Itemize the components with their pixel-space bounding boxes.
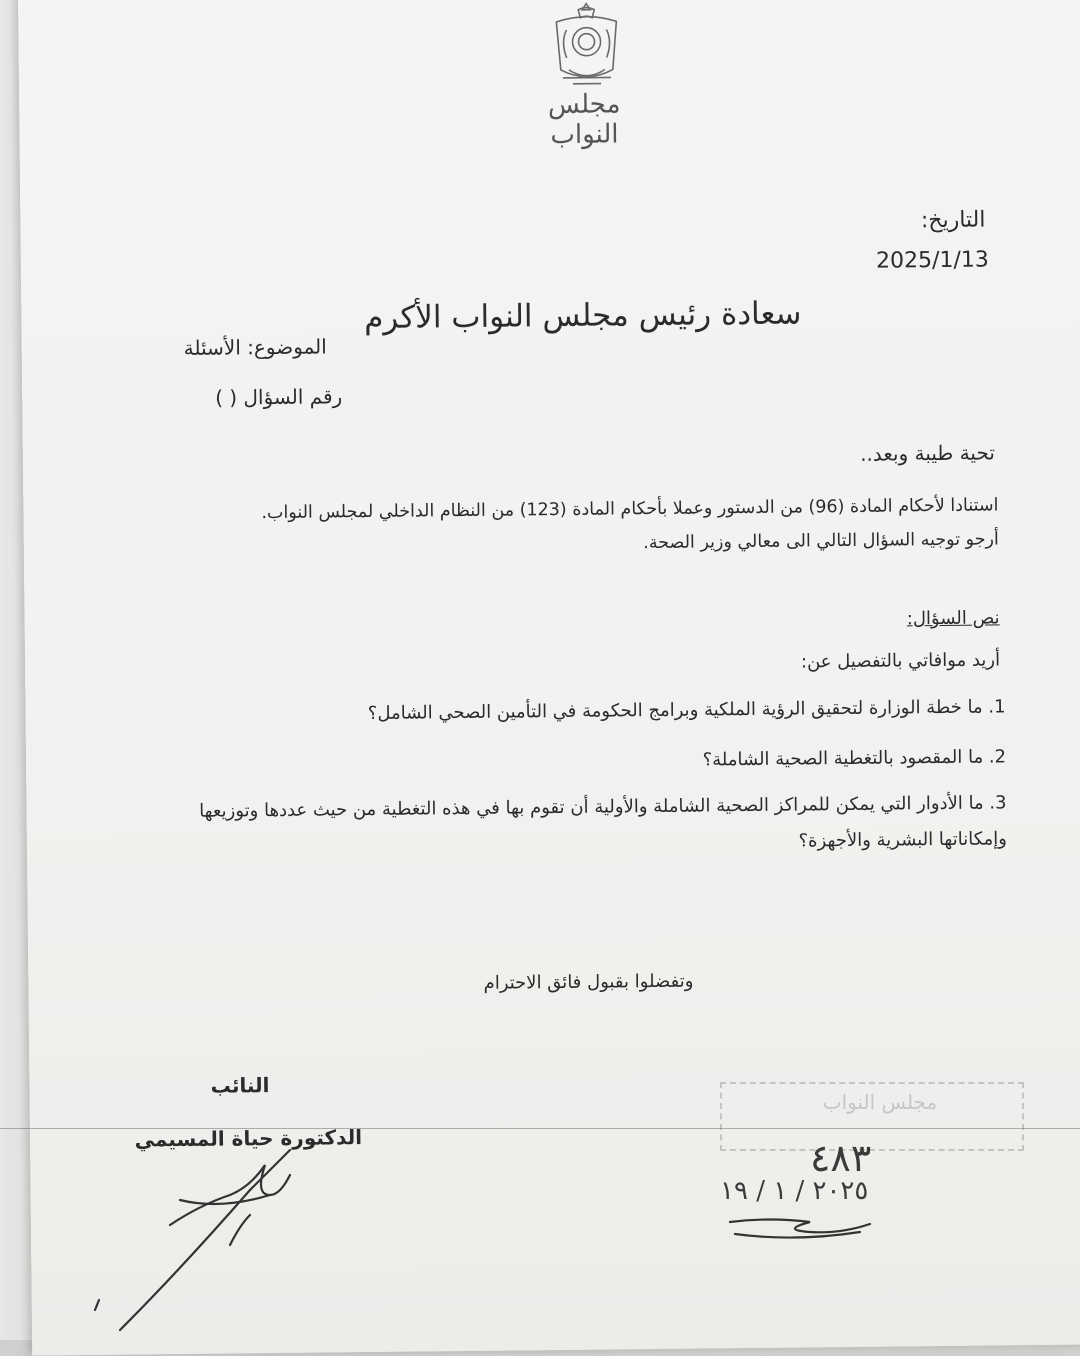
signatory-role: النائب (210, 1073, 270, 1098)
date-label: التاريخ: (920, 207, 986, 234)
body-line: أرجو توجيه السؤال التالي الى معالي وزير الصحة. (643, 529, 999, 554)
question-intro: أريد موافاتي بالتفصيل عن: (800, 649, 1001, 673)
addressee: سعادة رئيس مجلس النواب الأكرم (363, 295, 802, 337)
greeting: تحية طيبة وبعد.. (859, 440, 995, 466)
closing-line: وتفضلوا بقبول فائق الاحترام (483, 970, 694, 994)
date-value: 2025/1/13 (875, 247, 989, 274)
question-heading: نص السؤال: (906, 607, 1000, 630)
handwritten-date: ٢٠٢٥ / ١ / ١٩ (720, 1176, 869, 1206)
letter-page (18, 0, 1080, 1356)
question-item: 2. ما المقصود بالتغطية الصحية الشاملة؟ (702, 746, 1007, 771)
jordan-coat-of-arms-icon (548, 0, 625, 90)
body-paragraph (178, 488, 999, 565)
question-number: رقم السؤال ( ) (214, 384, 343, 410)
question-item: 1. ما خطة الوزارة لتحقيق الرؤية الملكية وبرامج الحكومة في التأمين الصحي الشامل؟ (367, 696, 1006, 725)
handwritten-number: ٤٨٣ (810, 1136, 872, 1180)
subject-line: الموضوع: الأسئلة (183, 334, 327, 360)
council-name: مجلس النواب (547, 89, 621, 151)
stamp-faded-text: مجلس النواب (822, 1090, 938, 1114)
body-line: استنادا لأحكام المادة (96) من الدستور وعملا بأحكام المادة (123) من النظام الداخلي لمجلس النواب. (261, 495, 999, 524)
question-item: 3. ما الأدوار التي يمكن للمراكز الصحية الشاملة والأولية أن تقوم بها في هذه التغطية من حيث عددها وتوزيعها وإمكاناتها البشرية والأجهزة؟ (199, 792, 1008, 852)
signatory-name: الدكتورة حياة المسيمي (134, 1125, 363, 1152)
